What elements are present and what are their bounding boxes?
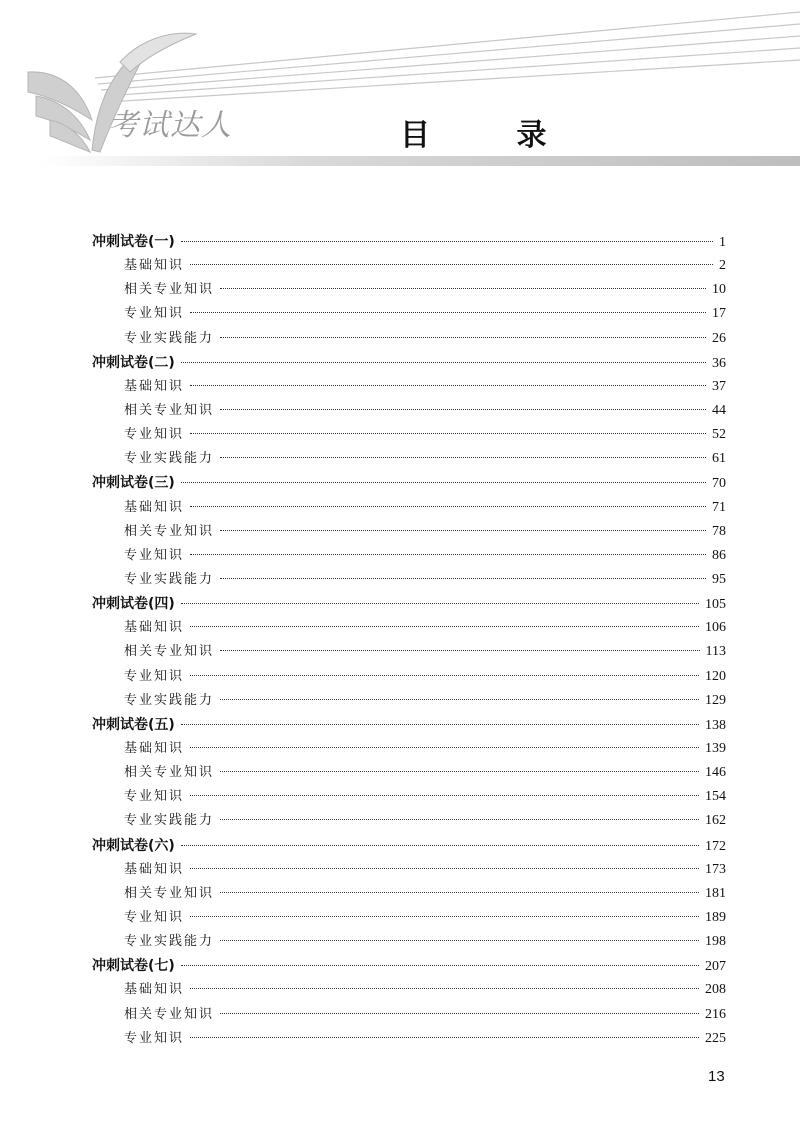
dot-leader — [190, 433, 706, 434]
dot-leader — [220, 337, 706, 338]
toc-entry-page: 44 — [712, 402, 726, 418]
toc-entry-page: 146 — [705, 765, 726, 781]
toc-entry-page: 105 — [705, 597, 726, 613]
toc-entry-page: 17 — [712, 306, 726, 322]
toc-entry-label: 相关专业知识 — [124, 402, 215, 418]
toc-entry-page: 189 — [705, 909, 726, 925]
toc-subsection-row[interactable] — [92, 375, 726, 399]
toc-entry-page: 173 — [705, 861, 726, 877]
toc-entry-page: 172 — [705, 838, 726, 854]
toc-entry-page: 61 — [712, 451, 726, 467]
toc-subsection-row[interactable] — [92, 809, 726, 833]
toc-entry-page: 37 — [712, 378, 726, 394]
toc-section-row[interactable] — [92, 592, 726, 616]
page-title: 目 录 — [400, 118, 585, 153]
toc-entry-label: 专业实践能力 — [124, 813, 215, 829]
toc-entry-page: 71 — [712, 499, 726, 515]
dot-leader — [220, 409, 706, 410]
toc-subsection-row[interactable] — [92, 278, 726, 302]
dot-leader — [220, 1013, 699, 1014]
toc-entry-label: 专业实践能力 — [124, 451, 215, 467]
toc-entry-page: 10 — [712, 282, 726, 298]
toc-entry-label: 基础知识 — [124, 378, 185, 394]
dot-leader — [220, 457, 706, 458]
dot-leader — [190, 916, 699, 917]
toc-subsection-row[interactable] — [92, 906, 726, 930]
toc-entry-page: 52 — [712, 427, 726, 443]
toc-entry-page: 129 — [705, 692, 726, 708]
toc-entry-label: 基础知识 — [124, 861, 185, 877]
toc-entry-label: 相关专业知识 — [124, 523, 215, 539]
toc-entry-page: 1 — [719, 235, 726, 250]
toc-subsection-row[interactable] — [92, 520, 726, 544]
toc-entry-label: 冲刺试卷(五) — [92, 716, 175, 733]
dot-leader — [181, 845, 699, 846]
dot-leader — [220, 819, 699, 820]
dot-leader — [181, 724, 699, 725]
toc-subsection-row[interactable] — [92, 544, 726, 568]
dot-leader — [190, 1037, 699, 1038]
toc-entry-label: 相关专业知识 — [124, 885, 215, 901]
toc-entry-page: 78 — [712, 523, 726, 539]
dot-leader — [220, 699, 699, 700]
toc-entry-label: 基础知识 — [124, 740, 185, 756]
dot-leader — [190, 312, 706, 313]
dot-leader — [190, 554, 706, 555]
toc-subsection-row[interactable] — [92, 930, 726, 954]
dot-leader — [181, 362, 706, 363]
toc-subsection-row[interactable] — [92, 640, 726, 664]
toc-subsection-row[interactable] — [92, 858, 726, 882]
toc-entry-page: 207 — [705, 959, 726, 975]
toc-entry-label: 冲刺试卷(三) — [92, 475, 175, 492]
toc-subsection-row[interactable] — [92, 737, 726, 761]
toc-entry-page: 139 — [705, 740, 726, 756]
toc-entry-label: 冲刺试卷(二) — [92, 354, 175, 371]
toc-entry-label: 专业知识 — [124, 668, 185, 684]
toc-entry-label: 专业实践能力 — [124, 692, 215, 708]
toc-section-row[interactable] — [92, 351, 726, 375]
toc-entry-label: 专业知识 — [124, 427, 185, 443]
toc-subsection-row[interactable] — [92, 1003, 726, 1027]
dot-leader — [220, 288, 706, 289]
toc-entry-page: 36 — [712, 355, 726, 371]
toc-subsection-row[interactable] — [92, 882, 726, 906]
toc-section-row[interactable] — [92, 834, 726, 858]
toc-entry-label: 相关专业知识 — [124, 282, 215, 298]
toc-entry-page: 113 — [705, 644, 726, 660]
toc-entry-label: 冲刺试卷(七) — [92, 958, 175, 975]
toc-entry-label: 专业实践能力 — [124, 934, 215, 950]
dot-leader — [181, 241, 713, 242]
toc-entry-page: 2 — [719, 258, 726, 274]
toc-entry-label: 专业知识 — [124, 1030, 185, 1046]
brand-logo-text: 考试达人 — [108, 108, 232, 143]
toc-subsection-row[interactable] — [92, 978, 726, 1002]
dot-leader — [190, 506, 706, 507]
toc-entry-label: 相关专业知识 — [124, 765, 215, 781]
toc-subsection-row[interactable] — [92, 254, 726, 278]
toc-subsection-row[interactable] — [92, 785, 726, 809]
toc-entry-label: 专业知识 — [124, 909, 185, 925]
toc-entry-label: 专业知识 — [124, 306, 185, 322]
dot-leader — [190, 385, 706, 386]
toc-subsection-row[interactable] — [92, 423, 726, 447]
dot-leader — [220, 771, 699, 772]
toc-entry-page: 208 — [705, 982, 726, 998]
toc-subsection-row[interactable] — [92, 568, 726, 592]
dot-leader — [181, 482, 706, 483]
dot-leader — [190, 868, 699, 869]
toc-section-row[interactable] — [92, 471, 726, 495]
toc-entry-page: 162 — [705, 813, 726, 829]
page-header — [0, 0, 800, 175]
table-of-contents — [92, 230, 726, 1051]
toc-entry-label: 相关专业知识 — [124, 644, 215, 660]
toc-entry-page: 120 — [705, 668, 726, 684]
toc-entry-page: 225 — [705, 1030, 726, 1046]
toc-subsection-row[interactable] — [92, 761, 726, 785]
toc-entry-label: 冲刺试卷(六) — [92, 837, 175, 854]
toc-subsection-row[interactable] — [92, 496, 726, 520]
toc-entry-label: 基础知识 — [124, 499, 185, 515]
dot-leader — [220, 650, 700, 651]
toc-section-row[interactable] — [92, 713, 726, 737]
dot-leader — [220, 530, 706, 531]
toc-entry-label: 专业知识 — [124, 547, 185, 563]
toc-entry-label: 基础知识 — [124, 258, 185, 274]
dot-leader — [181, 603, 699, 604]
dot-leader — [190, 626, 699, 627]
toc-entry-page: 198 — [705, 934, 726, 950]
toc-entry-label: 冲刺试卷(一) — [92, 234, 175, 250]
toc-subsection-row[interactable] — [92, 302, 726, 326]
toc-entry-page: 154 — [705, 789, 726, 805]
toc-subsection-row[interactable] — [92, 616, 726, 640]
toc-entry-label: 专业实践能力 — [124, 571, 215, 587]
toc-subsection-row[interactable] — [92, 689, 726, 713]
dot-leader — [220, 892, 699, 893]
toc-entry-label: 专业实践能力 — [124, 330, 215, 346]
dot-leader — [190, 264, 713, 265]
dot-leader — [190, 795, 699, 796]
dot-leader — [220, 578, 706, 579]
toc-entry-page: 26 — [712, 330, 726, 346]
toc-entry-page: 181 — [705, 885, 726, 901]
toc-section-row[interactable] — [92, 230, 726, 254]
dot-leader — [190, 988, 699, 989]
toc-entry-page: 216 — [705, 1006, 726, 1022]
toc-entry-label: 冲刺试卷(四) — [92, 596, 175, 613]
toc-entry-label: 相关专业知识 — [124, 1006, 215, 1022]
dot-leader — [181, 965, 699, 966]
toc-subsection-row[interactable] — [92, 1027, 726, 1051]
toc-entry-page: 106 — [705, 620, 726, 636]
staff-lines — [95, 12, 800, 102]
toc-entry-label: 专业知识 — [124, 789, 185, 805]
toc-entry-page: 86 — [712, 547, 726, 563]
dot-leader — [220, 940, 699, 941]
toc-subsection-row[interactable] — [92, 665, 726, 689]
page-number: 13 — [708, 1068, 725, 1085]
toc-subsection-row[interactable] — [92, 327, 726, 351]
dot-leader — [190, 747, 699, 748]
toc-entry-page: 138 — [705, 717, 726, 733]
dot-leader — [190, 675, 699, 676]
toc-subsection-row[interactable] — [92, 399, 726, 423]
toc-section-row[interactable] — [92, 954, 726, 978]
toc-entry-label: 基础知识 — [124, 620, 185, 636]
toc-entry-page: 95 — [712, 571, 726, 587]
toc-subsection-row[interactable] — [92, 447, 726, 471]
toc-entry-label: 基础知识 — [124, 982, 185, 998]
toc-entry-page: 70 — [712, 476, 726, 492]
